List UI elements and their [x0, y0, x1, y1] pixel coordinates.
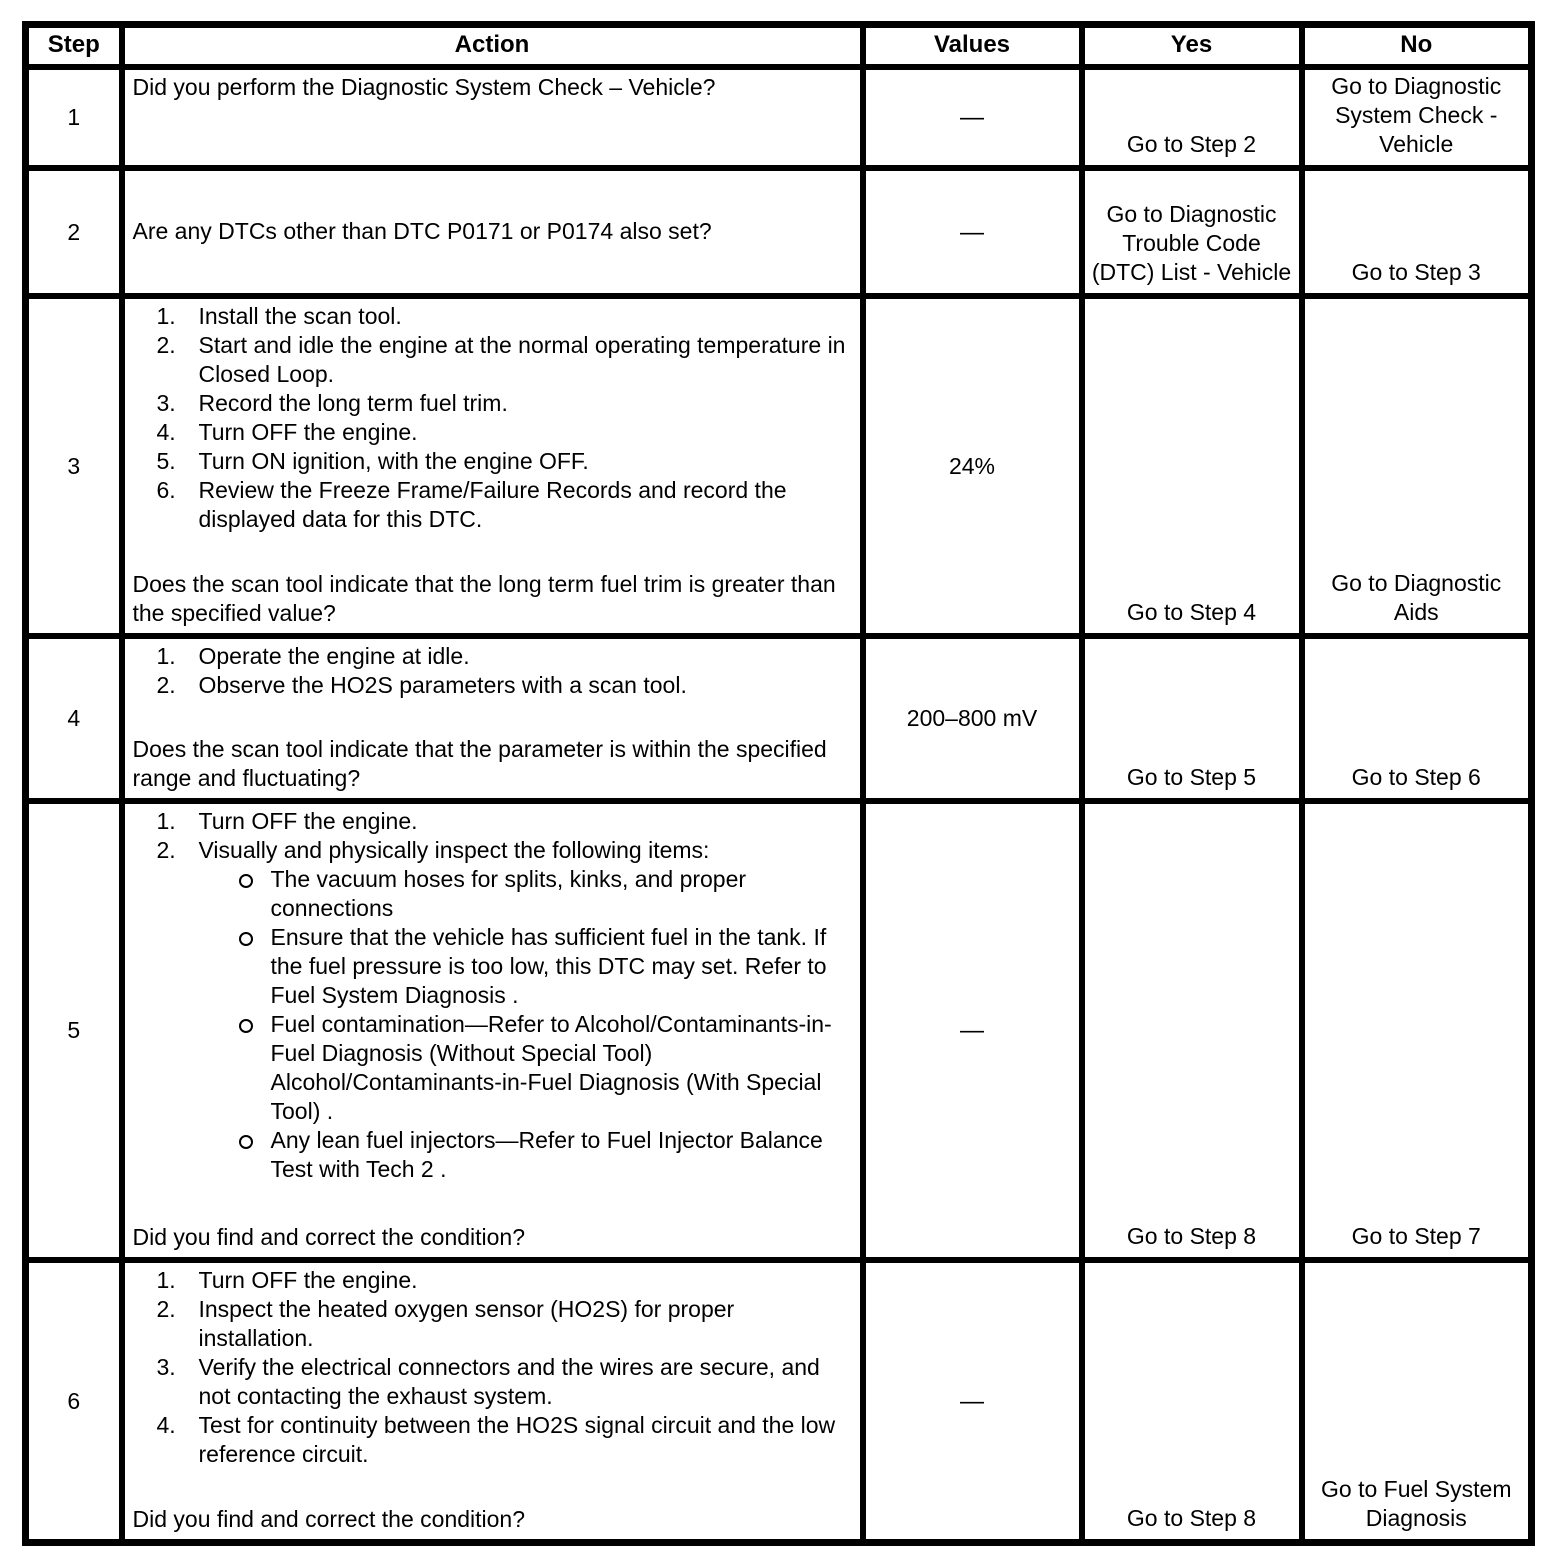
list-item-number: 1. — [156, 643, 176, 669]
no-cell: Go to Step 6 — [1302, 636, 1532, 801]
list-item-number: 3. — [156, 1354, 176, 1380]
values-cell: 200–800 mV — [863, 636, 1082, 801]
yes-cell: Go to Step 2 — [1082, 67, 1302, 168]
action-question: Did you find and correct the condition? — [132, 1506, 526, 1532]
values-cell — [863, 1260, 1082, 1543]
list-item — [133, 1353, 854, 1411]
action-cell — [122, 1260, 863, 1543]
list-item-number: 4. — [156, 1412, 176, 1438]
list-item-text: Visually and physically inspect the following items: — [198, 837, 710, 863]
col-header-step: Step — [26, 25, 122, 68]
step-cell: 6 — [26, 1260, 122, 1543]
values-dash: — — [960, 218, 984, 246]
table-row-step-4 — [26, 636, 1532, 801]
list-item-text: Test for continuity between the HO2S signal circuit and the low reference circuit. — [198, 1412, 836, 1467]
values-cell — [863, 67, 1082, 168]
step-cell: 2 — [26, 168, 122, 296]
sub-list-item — [221, 923, 854, 1010]
sub-list-item — [221, 1126, 854, 1184]
sub-list-item-text: Any lean fuel injectors—Refer to Fuel Injector Balance Test with Tech 2 . — [270, 1127, 823, 1182]
step-cell: 3 — [26, 296, 122, 636]
action-numbered-list — [133, 302, 854, 534]
list-item — [133, 642, 854, 671]
yes-cell: Go to Diagnostic Trouble Code (DTC) List - Vehicle — [1082, 168, 1302, 296]
col-header-yes: Yes — [1082, 25, 1302, 68]
list-item — [133, 476, 854, 534]
list-item-number: 1. — [156, 1267, 176, 1293]
yes-cell: Go to Step 4 — [1082, 296, 1302, 636]
list-item — [133, 807, 854, 836]
action-cell — [122, 801, 863, 1260]
action-question: Did you perform the Diagnostic System Check – Vehicle? — [132, 74, 716, 100]
values-dash: — — [960, 1387, 984, 1415]
list-item-number: 2. — [156, 332, 176, 358]
table-header-row — [26, 25, 1532, 68]
no-cell: Go to Fuel System Diagnosis — [1302, 1260, 1532, 1543]
step-cell: 4 — [26, 636, 122, 801]
list-item — [133, 671, 854, 700]
list-item-text: Turn OFF the engine. — [198, 808, 418, 834]
action-cell — [122, 67, 863, 168]
list-item-number: 2. — [156, 1296, 176, 1322]
list-item-text: Install the scan tool. — [198, 303, 402, 329]
yes-cell: Go to Step 8 — [1082, 1260, 1302, 1543]
values-cell: 24% — [863, 296, 1082, 636]
table-row-step-1 — [26, 67, 1532, 168]
col-header-values: Values — [863, 25, 1082, 68]
diagnostic-table — [22, 21, 1535, 1546]
list-item-number: 2. — [156, 672, 176, 698]
list-item — [133, 418, 854, 447]
step-cell: 5 — [26, 801, 122, 1260]
circle-bullet-icon — [221, 865, 271, 923]
circle-bullet-icon — [221, 1010, 271, 1126]
action-question: Did you find and correct the condition? — [132, 1224, 526, 1250]
list-item-number: 5. — [156, 448, 176, 474]
list-item — [133, 1295, 854, 1353]
action-numbered-list — [133, 642, 854, 700]
table-row-step-5 — [26, 801, 1532, 1260]
list-item — [133, 302, 854, 331]
table-row-step-6 — [26, 1260, 1532, 1543]
list-item — [133, 1411, 854, 1469]
list-item — [133, 331, 854, 389]
step-cell: 1 — [26, 67, 122, 168]
list-item-text: Start and idle the engine at the normal operating temperature in Closed Loop. — [198, 332, 846, 387]
values-cell — [863, 801, 1082, 1260]
list-item-text: Turn ON ignition, with the engine OFF. — [198, 448, 589, 474]
circle-bullet-icon — [221, 923, 271, 1010]
action-cell — [122, 296, 863, 636]
list-item-number: 2. — [156, 837, 176, 863]
no-cell: Go to Step 3 — [1302, 168, 1532, 296]
action-numbered-list — [133, 807, 854, 1184]
col-header-no: No — [1302, 25, 1532, 68]
yes-cell: Go to Step 5 — [1082, 636, 1302, 801]
list-item — [133, 447, 854, 476]
list-item-text: Observe the HO2S parameters with a scan tool. — [198, 672, 687, 698]
values-dash: — — [960, 1017, 984, 1044]
action-cell — [122, 636, 863, 801]
list-item-text: Record the long term fuel trim. — [198, 390, 508, 416]
sub-list-item-text: Fuel contamination—Refer to Alcohol/Contaminants-in-Fuel Diagnosis (Without Special Tool) Alcohol/Contaminants-in-Fuel Diagnosis (With Special Tool) . — [270, 1011, 832, 1124]
sub-list-item — [221, 865, 854, 923]
list-item-text: Operate the engine at idle. — [198, 643, 470, 669]
col-header-action: Action — [122, 25, 863, 68]
list-item — [133, 389, 854, 418]
values-dash: — — [960, 104, 984, 131]
action-cell — [122, 168, 863, 296]
list-item-number: 1. — [156, 303, 176, 329]
list-item-text: Verify the electrical connectors and the wires are secure, and not contacting the exhaust system. — [198, 1354, 820, 1409]
sub-list-item — [221, 1010, 854, 1126]
table-row-step-3 — [26, 296, 1532, 636]
action-question: Does the scan tool indicate that the long term fuel trim is greater than the specified value? — [132, 571, 836, 626]
no-cell: Go to Diagnostic System Check - Vehicle — [1302, 67, 1532, 168]
list-item — [133, 1266, 854, 1295]
no-cell: Go to Diagnostic Aids — [1302, 296, 1532, 636]
list-item-number: 4. — [156, 419, 176, 445]
action-numbered-list — [133, 1266, 854, 1469]
list-item-number: 3. — [156, 390, 176, 416]
list-item-number: 6. — [156, 477, 176, 503]
list-item-text: Turn OFF the engine. — [198, 419, 418, 445]
list-item-text: Review the Freeze Frame/Failure Records and record the displayed data for this DTC. — [198, 477, 787, 532]
list-item — [133, 836, 854, 865]
sub-list-item-text: Ensure that the vehicle has sufficient fuel in the tank. If the fuel pressure is too low, this DTC may set. Refer to Fuel System Diagnosis . — [270, 924, 827, 1008]
list-item-number: 1. — [156, 808, 176, 834]
sub-list-item-text: The vacuum hoses for splits, kinks, and proper connections — [270, 866, 747, 921]
list-item-text: Turn OFF the engine. — [198, 1267, 418, 1293]
values-cell — [863, 168, 1082, 296]
list-item-text: Inspect the heated oxygen sensor (HO2S) for proper installation. — [198, 1296, 735, 1351]
no-cell: Go to Step 7 — [1302, 801, 1532, 1260]
yes-cell: Go to Step 8 — [1082, 801, 1302, 1260]
action-question: Are any DTCs other than DTC P0171 or P0174 also set? — [132, 217, 712, 244]
circle-bullet-icon — [221, 1126, 271, 1184]
table-row-step-2 — [26, 168, 1532, 296]
action-question: Does the scan tool indicate that the parameter is within the specified range and fluctuating? — [132, 736, 827, 791]
action-sub-list — [221, 865, 854, 1184]
